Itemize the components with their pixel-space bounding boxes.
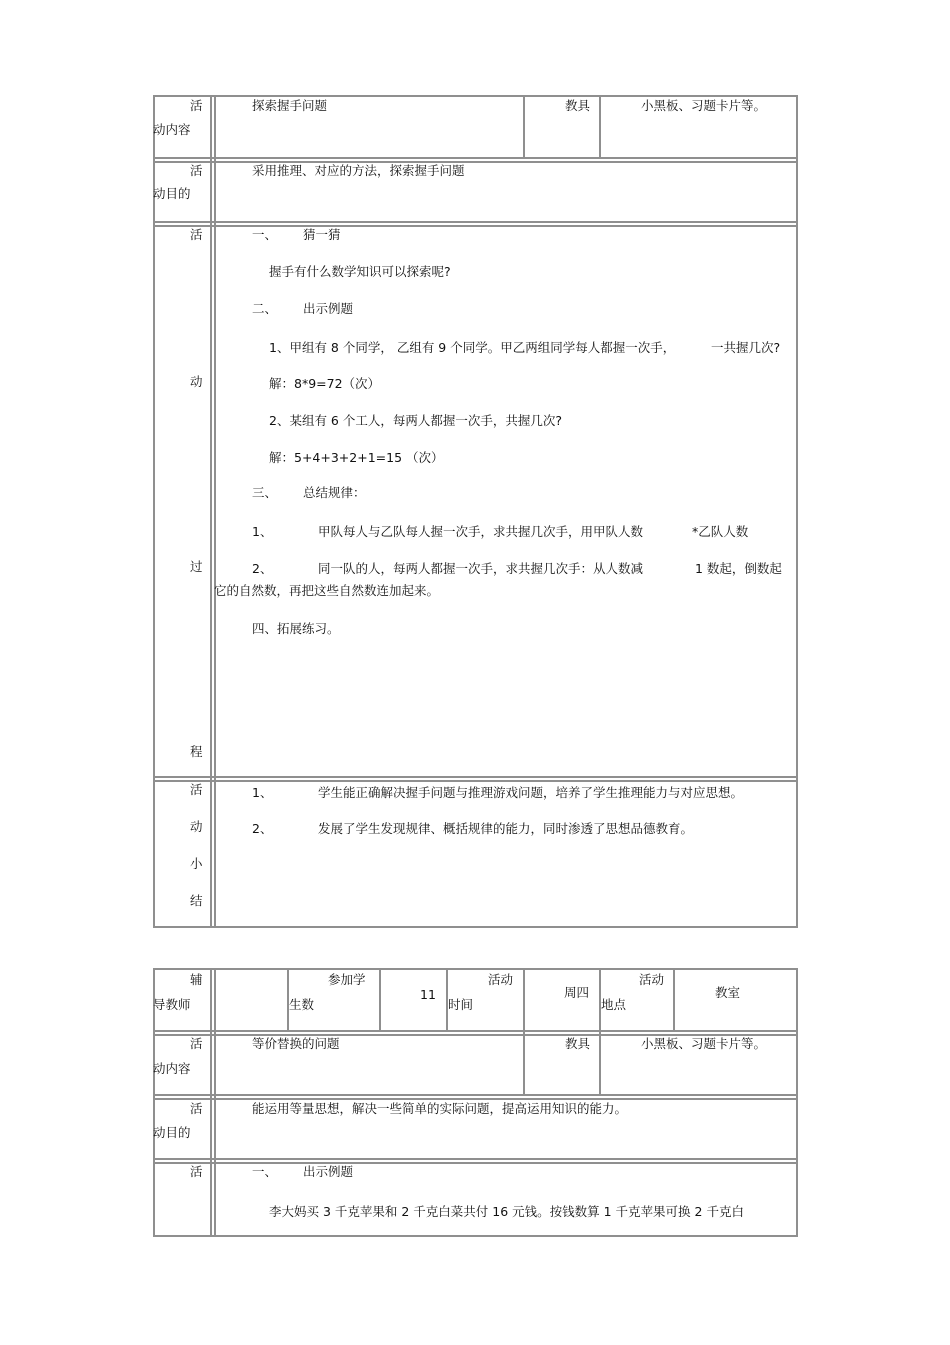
process-line: 一共握几次? [711,340,781,355]
table-border [796,95,798,928]
tools-label: 教具 [565,98,591,113]
section-heading: 出示例题 [303,1164,354,1179]
table-border [153,1094,798,1096]
process-line: 2、某组有 6 个工人，每两人都握一次手，共握几次? [269,413,562,428]
item-number: 1、 [252,524,273,539]
table-border [523,95,525,159]
table-border [599,968,601,1096]
row-label: 活 [190,227,203,242]
row-label: 结 [190,893,203,908]
tools-label: 教具 [565,1036,591,1051]
item-number: 2、 [252,821,273,836]
summary-line: 学生能正确解决握手问题与推理游戏问题，培养了学生推理能力与对应思想。 [318,785,744,800]
students-label: 参加学 [328,972,366,987]
row-label: 活 [190,163,203,178]
table-border [214,968,216,1237]
place-label: 地点 [601,997,627,1012]
process-line: 甲队每人与乙队每人握一次手，求共握几次手，用甲队人数 [318,524,644,539]
row-label: 导教师 [153,997,191,1012]
table-border [153,926,798,928]
students-value: 11 [420,987,436,1002]
table-border [153,95,798,97]
table-border [210,95,212,928]
process-line: 1、甲组有 8 个同学， 乙组有 9 个同学。甲乙两组同学每人都握一次手， [269,340,676,355]
table-border [673,968,675,1032]
row-label: 辅 [190,972,203,987]
table-border [153,225,798,227]
section-heading: 猜一猜 [303,227,341,242]
table-border [153,1158,798,1160]
process-line: 同一队的人，每两人都握一次手，求共握几次手：从人数减 [318,561,644,576]
section-heading: 四、拓展练习。 [252,621,340,636]
table-border [153,780,798,782]
table-border [153,161,798,163]
item-number: 2、 [252,561,273,576]
process-line: 它的自然数，再把这些自然数连加起来。 [214,583,440,598]
item-number: 1、 [252,785,273,800]
activity-table-2 [153,968,798,1237]
section-number: 一、 [252,227,278,242]
time-value: 周四 [564,985,590,1000]
row-label: 过 [190,559,203,574]
process-line: 解：8*9=72（次） [269,376,381,391]
row-label: 活 [190,1164,203,1179]
row-label: 活 [190,1036,203,1051]
row-label: 动 [190,819,203,834]
row-label: 动内容 [153,122,191,137]
process-line: 1 数起，倒数起 [695,561,782,576]
process-line: 李大妈买 3 千克苹果和 2 千克白菜共付 16 元钱。按钱数算 1 千克苹果可换 2 千克白 [269,1204,744,1219]
table-border [153,157,798,159]
section-number: 三、 [252,485,278,500]
process-line: *乙队人数 [692,524,749,539]
tools-value: 小黑板、习题卡片等。 [641,1036,767,1051]
row-label: 动目的 [153,186,191,201]
row-label: 动目的 [153,1125,191,1140]
place-value: 教室 [715,985,741,1000]
time-label: 时间 [448,997,474,1012]
time-label: 活动 [488,972,514,987]
table-border [153,1162,798,1164]
row-label: 活 [190,98,203,113]
table-border [210,968,212,1237]
table-border [523,968,525,1096]
activity-content: 探索握手问题 [252,98,328,113]
section-number: 一、 [252,1164,278,1179]
row-label: 程 [190,744,203,759]
table-border [153,1235,798,1237]
activity-table-1 [153,95,798,928]
section-heading: 出示例题 [303,301,354,316]
row-label: 活 [190,782,203,797]
activity-content: 等价替换的问题 [252,1036,340,1051]
table-border [153,1030,798,1032]
summary-line: 发展了学生发现规律、概括规律的能力，同时渗透了思想品德教育。 [318,821,694,836]
table-border [153,95,155,928]
table-border [599,95,601,159]
table-border [153,968,798,970]
activity-goal: 能运用等量思想，解决一些简单的实际问题，提高运用知识的能力。 [252,1101,628,1116]
row-label: 活 [190,1101,203,1116]
row-label: 动 [190,374,203,389]
table-border [153,776,798,778]
row-label: 动内容 [153,1061,191,1076]
section-heading: 总结规律： [303,485,366,500]
process-line: 解：5+4+3+2+1=15 （次） [269,450,444,465]
section-number: 二、 [252,301,278,316]
table-border [796,968,798,1237]
table-border [153,1098,798,1100]
students-label: 生数 [289,997,315,1012]
row-label: 小 [190,856,203,871]
table-border [379,968,381,1032]
process-line: 握手有什么数学知识可以探索呢? [269,264,451,279]
tools-value: 小黑板、习题卡片等。 [641,98,767,113]
activity-goal: 采用推理、对应的方法，探索握手问题 [252,163,465,178]
table-border [214,95,216,928]
table-border [153,221,798,223]
place-label: 活动 [639,972,665,987]
